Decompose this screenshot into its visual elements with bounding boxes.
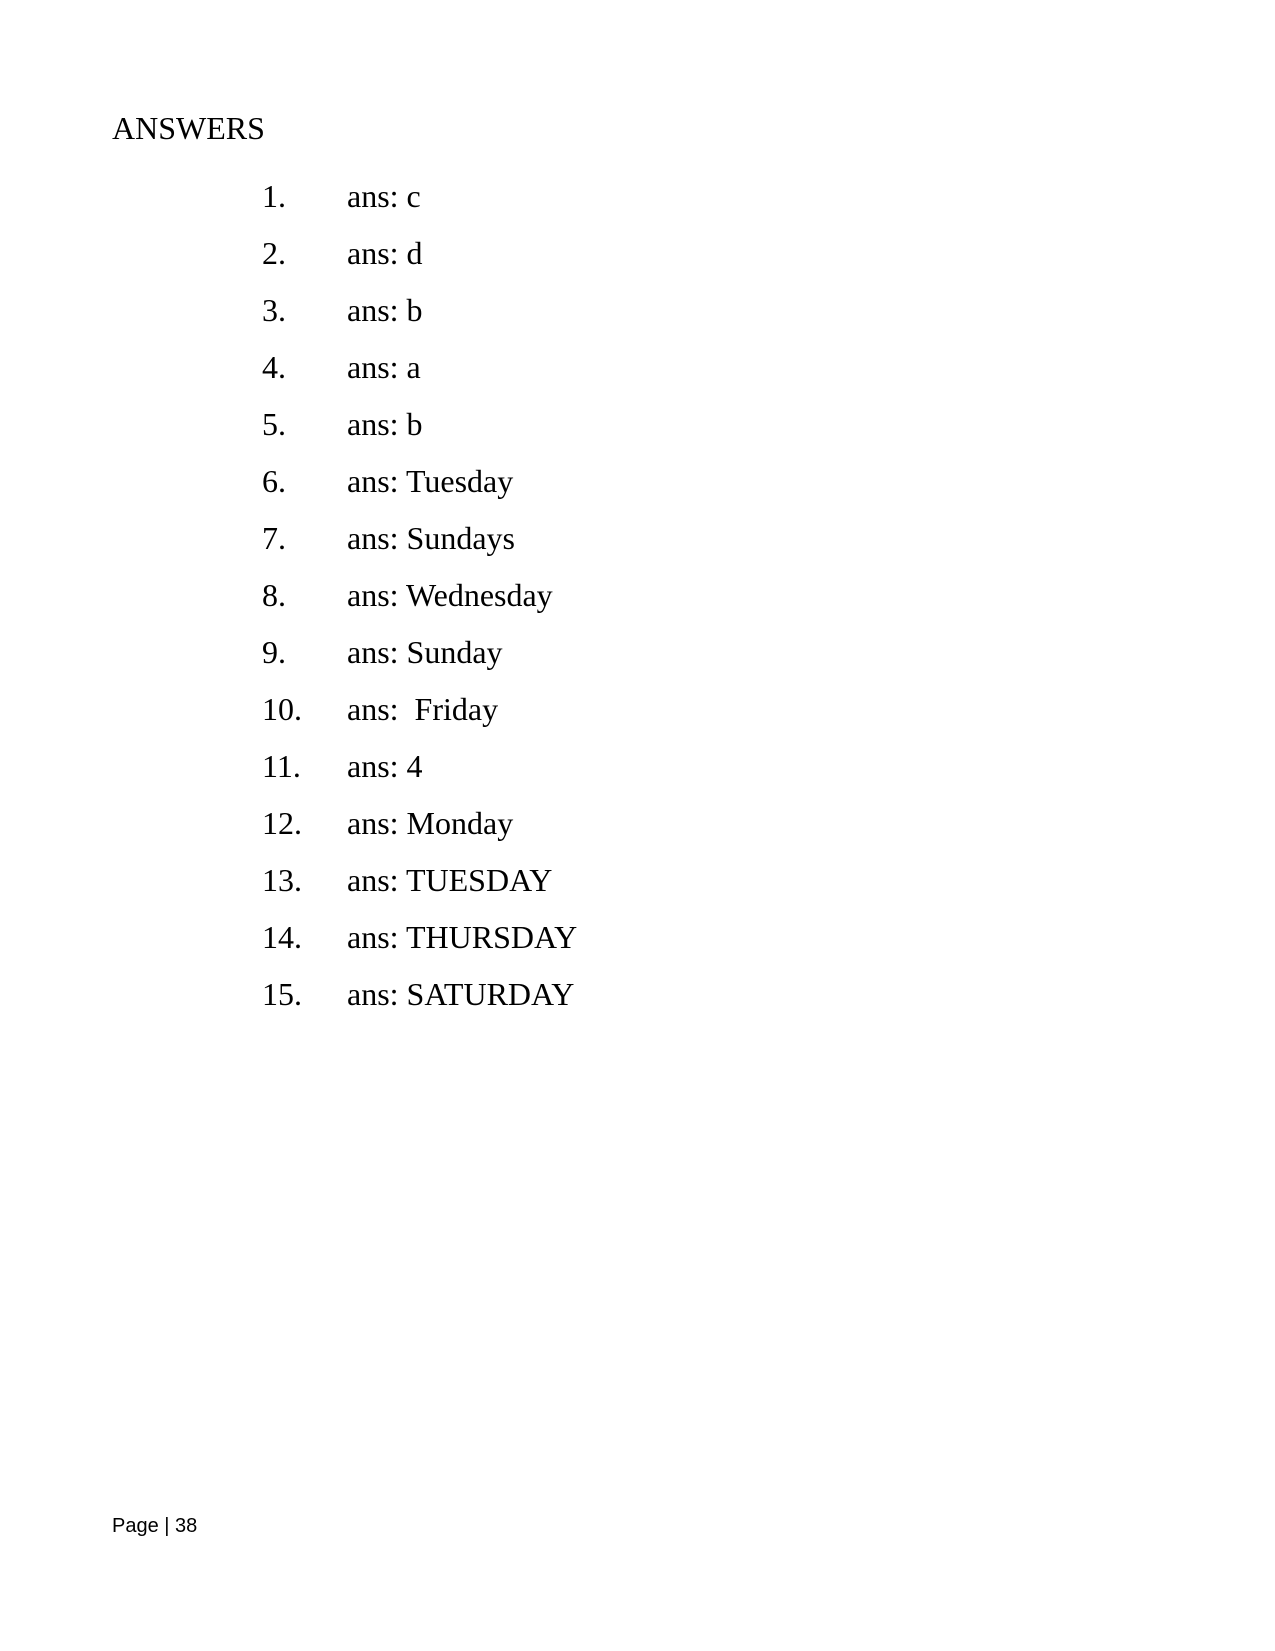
answer-text: ans: THURSDAY [347, 919, 578, 955]
answer-number: 6. [262, 463, 286, 499]
answer-text: ans: Wednesday [347, 577, 553, 613]
answer-number: 12. [262, 805, 302, 841]
page-heading: ANSWERS [112, 110, 265, 146]
answer-number: 5. [262, 406, 286, 442]
answer-text: ans: Tuesday [347, 463, 514, 499]
answer-text: ans: b [347, 292, 423, 328]
answer-text: ans: Monday [347, 805, 514, 841]
answer-number: 7. [262, 520, 286, 556]
answer-text: ans: c [347, 178, 421, 214]
answer-text: ans: TUESDAY [347, 862, 553, 898]
answer-text: ans: b [347, 406, 423, 442]
answer-number: 1. [262, 178, 286, 214]
answer-number: 9. [262, 634, 286, 670]
answer-number: 11. [262, 748, 301, 784]
answer-number: 4. [262, 349, 286, 385]
answer-text: ans: Sundays [347, 520, 515, 556]
answer-number: 13. [262, 862, 302, 898]
answer-number: 3. [262, 292, 286, 328]
answer-number: 10. [262, 691, 302, 727]
answer-text: ans: 4 [347, 748, 423, 784]
page-number-label: Page | 38 [112, 1515, 198, 1537]
answer-text: ans: d [347, 235, 423, 271]
answer-number: 8. [262, 577, 286, 613]
answer-text: ans: SATURDAY [347, 976, 575, 1012]
answer-number: 14. [262, 919, 302, 955]
answer-text: ans: Sunday [347, 634, 503, 670]
page-footer [112, 1512, 197, 1540]
answer-number: 2. [262, 235, 286, 271]
answer-number: 15. [262, 976, 302, 1012]
answer-text: ans: a [347, 349, 421, 385]
answer-text: ans: Friday [347, 691, 499, 727]
